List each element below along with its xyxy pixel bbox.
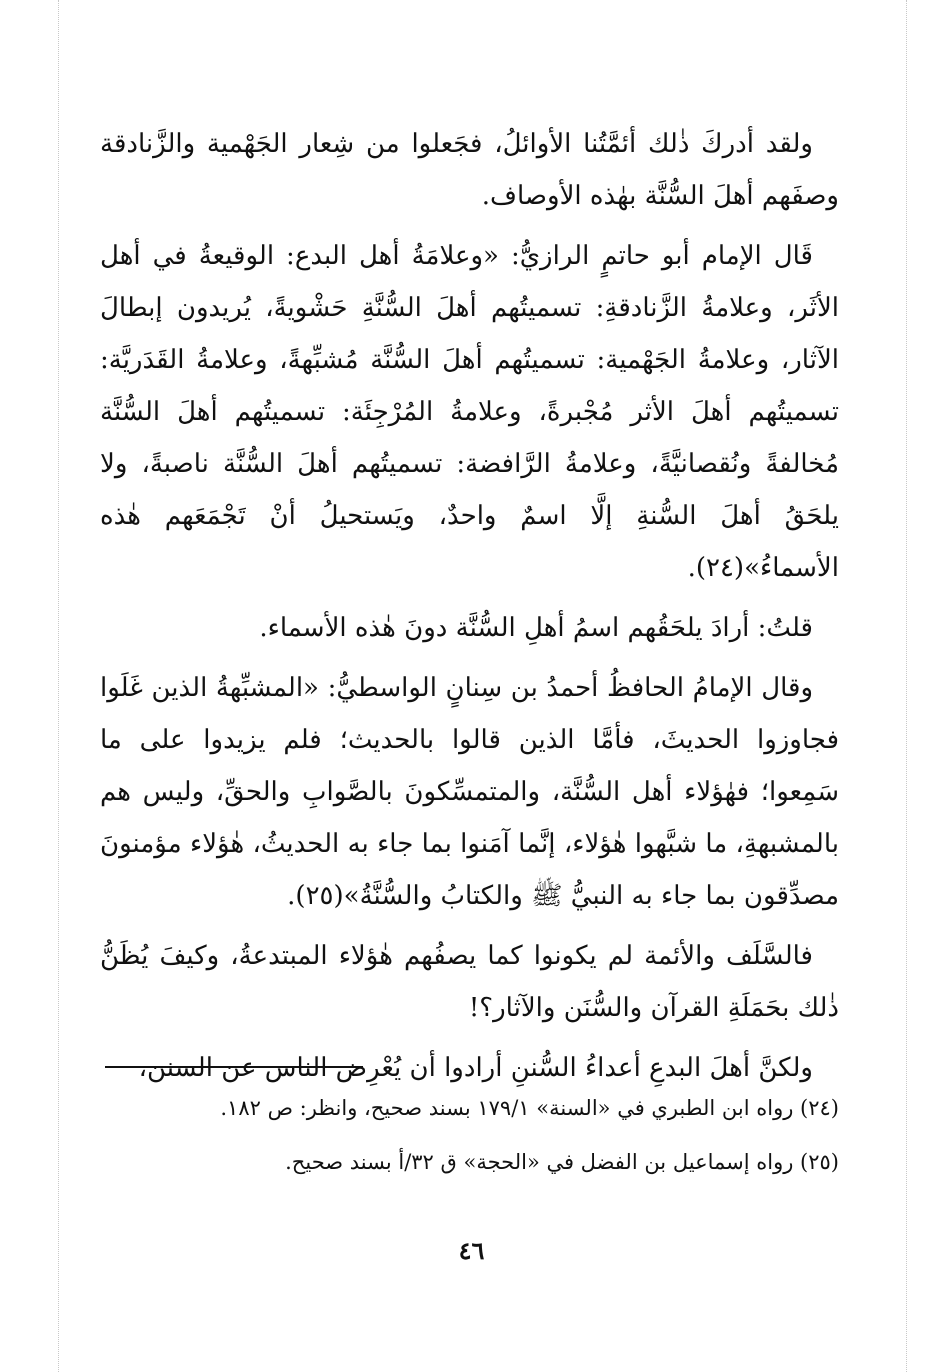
page-number: ٤٦ (458, 1236, 485, 1265)
footnotes (100, 1086, 839, 1194)
body-text (100, 118, 839, 1102)
footnote-24: (٢٤) رواه ابن الطبري في «السنة» ١٧٩/١ بسند صحيح، وانظر: ص ١٨٢. (220, 1096, 839, 1120)
scan-rule-left (58, 0, 59, 1372)
paragraph-4: وقال الإمامُ الحافظُ أحمدُ بن سِنانٍ الواسطيُّ: «المشبِّهةُ الذين غَلَوا فجاوزوا الحديثَ، فأمَّا الذين قالوا بالحديث؛ فلم يزيدوا على ما سَمِعوا؛ فهٰؤلاء أهل السُّنَّة، والمتمسِّكونَ بالصَّوابِ والحقِّ، وليس هم بالمشبهةِ، ما شبَّهوا هٰؤلاء، إنَّما آمَنوا بما جاء به الحديثُ، هٰؤلاء مؤمنونَ مصدِّقون بما جاء به النبيُّ ﷺ والكتابُ والسُّنَّةُ»(٢٥). (100, 673, 839, 911)
paragraph-3: قلتُ: أرادَ يلحَقُهم اسمُ أهلِ السُّنَّة دونَ هٰذه الأسماء. (259, 613, 813, 643)
scan-rule-right (906, 0, 907, 1372)
paragraph-6: ولكنَّ أهلَ البدعِ أعداءُ السُّننِ أرادوا أن يُعْرِض الناس عن السنن، (138, 1053, 813, 1083)
paragraph-5: فالسَّلَف والأئمة لم يكونوا كما يصفُهم هٰؤلاء المبتدعةُ، وكيفَ يُظَنُّ ذٰلك بحَمَلَةِ القرآن والسُّنَن والآثار؟! (100, 941, 839, 1023)
footnote-25: (٢٥) رواه إسماعيل بن الفضل في «الحجة» ق ٣٢/أ بسند صحيح. (285, 1150, 839, 1174)
footnote-separator (105, 1066, 363, 1068)
paragraph-1: ولقد أدركَ ذٰلك أئمَّتُنا الأوائلُ، فجَعلوا من شِعار الجَهْمية والزَّنادقة وصفَهم أهلَ السُّنَّة بهٰذه الأوصاف. (100, 129, 839, 211)
paragraph-2: قَال الإمام أبو حاتمٍ الرازيُّ: «وعلامَةُ أهل البدع: الوقيعةُ في أهل الأثَر، وعلامةُ الزَّنادقةِ: تسميتُهم أهلَ السُّنَّةِ حَشْويةً، يُريدون إبطالَ الآثار، وعلامةُ الجَهْمية: تسميتُهم أهلَ السُّنَّة مُشبِّهةً، وعلامةُ القَدَريَّة: تسميتُهم أهلَ الأثر مُجْبرةً، وعلامةُ المُرْجِئَة: تسميتُهم أهلَ السُّنَّة مُخالفةً ونُقصانيَّةً، وعلامةُ الرَّافضة: تسميتُهم أهلَ السُّنَّة ناصبةً، ولا يلحَقُ أهلَ السُّنةِ إلَّا اسمٌ واحدٌ، ويَستحيلُ أنْ تَجْمَعَهم هٰذه الأسماءُ»(٢٤). (100, 241, 839, 583)
